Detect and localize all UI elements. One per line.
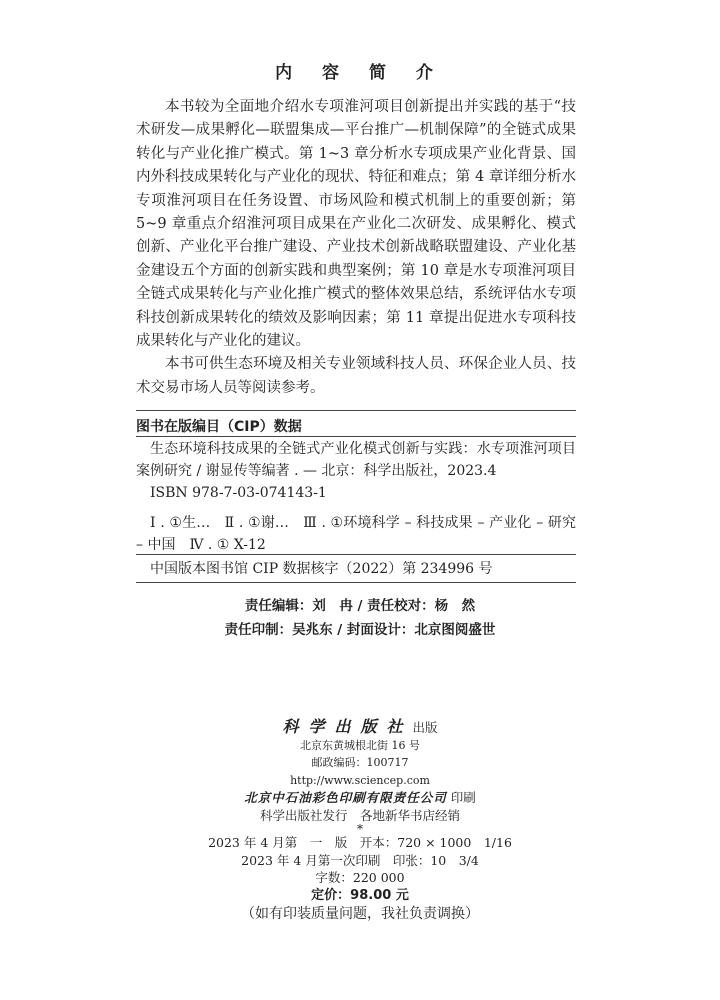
- book-summary: [136, 96, 576, 400]
- editor-line-1: 责任编辑：刘 冉 / 责任校对：杨 然: [244, 598, 476, 614]
- separator-star: *: [357, 822, 363, 836]
- publication-info: [0, 718, 720, 924]
- publisher-postcode: 邮政编码：100717: [311, 756, 409, 769]
- printer-suffix: 印刷: [450, 790, 476, 805]
- cip-top-divider: [136, 410, 576, 411]
- editor-line-2: 责任印制：吴兆东 / 封面设计：北京图阅盛世: [224, 622, 496, 638]
- publisher-suffix: 出版: [412, 720, 438, 735]
- publisher-address: 北京东黄城根北街 16 号: [300, 738, 420, 752]
- cip-middle-divider: [136, 554, 576, 555]
- cip-record: [136, 438, 576, 556]
- summary-paragraph-2: 本书可供生态环境及相关专业领域科技人员、环保企业人员、技术交易市场人员等阅读参考。: [136, 356, 576, 396]
- cip-number: 中国版本图书馆 CIP 数据核字（2022）第 234996 号: [150, 561, 493, 577]
- edition-line: 2023 年 4 月第 一 版 开本：720 × 1000 1/16: [208, 835, 512, 850]
- cip-heading: 图书在版编目（CIP）数据: [136, 419, 302, 435]
- distribution-line: 科学出版社发行 各地新华书店经销: [259, 807, 460, 823]
- printer-name: 北京中石油彩色印刷有限责任公司: [244, 790, 447, 805]
- publisher-line: [0, 718, 720, 737]
- printer-line: [0, 789, 720, 807]
- quality-note: （如有印装质量问题，我社负责调换）: [241, 906, 479, 922]
- cip-isbn: ISBN 978-7-03-074143-1: [150, 485, 327, 501]
- cip-entry: 生态环境科技成果的全链式产业化模式创新与实践：水专项淮河项目案例研究 / 谢显传等编著 . — 北京：科学出版社，2023.4: [136, 441, 576, 479]
- summary-paragraph-1: 本书较为全面地介绍水专项淮河项目创新提出并实践的基于“技术研发—成果孵化—联盟集成—平台推广—机制保障”的全链式成果转化与产业化推广模式。第 1~3 章分析水专项成果产业化背景、国内外科技成果转化与产业化的现状、特征和难点；第 4 章详细分析水专项淮河项目在任务设置、市场风险和模式机制上的重要创新；第 5~9 章重点介绍淮河项目成果在产业化二次研发、成果孵化、模式创新、产业化平台推广建设、产业技术创新战略联盟建设、产业化基金建设五个方面的创新实践和典型案例；第 10 章是水专项淮河项目全链式成果转化与产业化推广模式的整体效果总结，系统评估水专项科技创新成果转化的绩效及影响因素；第 11 章提出促进水专项科技成果转化与产业化的建议。: [136, 99, 576, 350]
- page-title: 内 容 简 介: [275, 63, 445, 83]
- cip-bottom-divider: [136, 582, 576, 583]
- word-count: 字数：220 000: [315, 870, 405, 885]
- publisher-url: http://www.sciencep.com: [290, 773, 430, 787]
- printing-line: 2023 年 4 月第一次印刷 印张：10 3/4: [241, 852, 479, 868]
- publisher-logo: 科学出版社: [282, 717, 413, 736]
- cip-classification: Ⅰ . ①生… Ⅱ . ①谢… Ⅲ . ①环境科学 – 科技成果 – 产业化 – 研究 – 中国 Ⅳ . ① X-12: [136, 515, 576, 553]
- cip-heading-divider: [136, 436, 576, 437]
- editor-credits: [0, 594, 720, 642]
- price: 定价：98.00 元: [311, 887, 409, 903]
